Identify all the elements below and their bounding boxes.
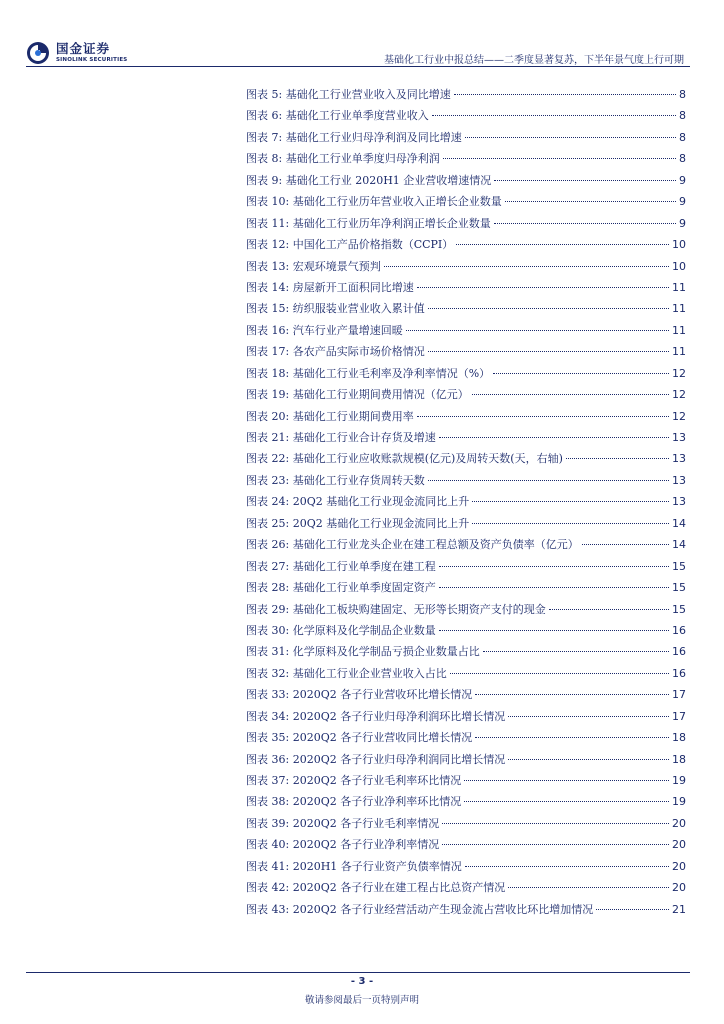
report-title: 基础化工行业中报总结——二季度显著复苏，下半年景气度上行可期 — [384, 55, 684, 66]
toc-entry-page: 20 — [672, 838, 686, 852]
toc-entry[interactable] — [246, 450, 686, 471]
toc-entry-label: 图表 42: 2020Q2 各子行业在建工程占比总资产情况 — [246, 881, 506, 895]
toc-entry-label: 图表 20: 基础化工行业期间费用率 — [246, 409, 414, 423]
toc-entry-page: 9 — [679, 173, 686, 187]
toc-entry[interactable] — [246, 129, 686, 150]
toc-entry-label: 图表 7: 基础化工行业归母净利润及同比增速 — [246, 130, 462, 144]
sinolink-logo-icon — [26, 41, 50, 65]
toc-entry-label: 图表 35: 2020Q2 各子行业营收同比增长情况 — [246, 731, 473, 745]
toc-entry-page: 8 — [679, 109, 686, 123]
toc-entry-label: 图表 34: 2020Q2 各子行业归母净利润环比增长情况 — [246, 709, 506, 723]
toc-entry-page: 9 — [679, 195, 686, 209]
toc-entry-page: 8 — [679, 88, 686, 101]
toc-leader-dots — [549, 609, 669, 610]
toc-entry-page: 10 — [672, 238, 686, 252]
toc-leader-dots — [442, 823, 669, 824]
toc-entry[interactable] — [246, 236, 686, 257]
toc-entry-label: 图表 38: 2020Q2 各子行业净利率环比情况 — [246, 795, 462, 809]
toc-entry[interactable] — [246, 879, 686, 900]
toc-entry-label: 图表 17: 各农产品实际市场价格情况 — [246, 345, 425, 359]
toc-leader-dots — [417, 416, 669, 417]
toc-leader-dots — [483, 651, 669, 652]
toc-entry-page: 21 — [672, 902, 686, 916]
toc-entry-label: 图表 32: 基础化工行业企业营业收入占比 — [246, 666, 447, 680]
toc-entry[interactable] — [246, 836, 686, 857]
toc-entry-label: 图表 37: 2020Q2 各子行业毛利率环比情况 — [246, 774, 462, 787]
toc-entry-page: 18 — [672, 731, 686, 745]
toc-entry[interactable] — [246, 686, 686, 707]
toc-entry[interactable] — [246, 558, 686, 579]
toc-entry-label: 图表 16: 汽车行业产量增速回暖 — [246, 323, 403, 337]
toc-entry-label: 图表 15: 纺织服装业营业收入累计值 — [246, 302, 425, 316]
toc-leader-dots — [443, 158, 676, 159]
toc-leader-dots — [428, 351, 669, 352]
toc-entry-page: 11 — [672, 345, 686, 359]
toc-entry-page: 14 — [672, 538, 686, 552]
toc-entry[interactable] — [246, 536, 686, 557]
toc-entry[interactable] — [246, 472, 686, 493]
toc-entry[interactable] — [246, 193, 686, 214]
toc-leader-dots — [439, 437, 669, 438]
logo-english-name: SINOLINK SECURITIES — [56, 56, 128, 63]
toc-entry[interactable] — [246, 408, 686, 429]
toc-leader-dots — [432, 115, 676, 116]
toc-leader-dots — [566, 458, 669, 459]
logo-chinese-name: 国金证券 — [56, 41, 111, 56]
toc-entry-page: 16 — [672, 645, 686, 659]
toc-leader-dots — [442, 844, 669, 845]
toc-entry-label: 图表 10: 基础化工行业历年营业收入正增长企业数量 — [246, 195, 502, 209]
toc-leader-dots — [439, 630, 669, 631]
toc-entry-page: 13 — [672, 452, 686, 466]
toc-entry[interactable] — [246, 279, 686, 300]
toc-entry-label: 图表 12: 中国化工产品价格指数（CCPI） — [246, 238, 454, 252]
toc-entry[interactable] — [246, 815, 686, 836]
toc-entry-page: 11 — [672, 323, 686, 337]
toc-entry-page: 10 — [672, 259, 686, 273]
header-divider — [26, 66, 690, 67]
toc-entry-page: 14 — [672, 516, 686, 530]
toc-entry-page: 16 — [672, 666, 686, 680]
toc-entry-page: 19 — [672, 774, 686, 787]
toc-entry-label: 图表 23: 基础化工行业存货周转天数 — [246, 473, 425, 487]
toc-entry-label: 图表 33: 2020Q2 各子行业营收环比增长情况 — [246, 688, 473, 702]
toc-entry-label: 图表 39: 2020Q2 各子行业毛利率情况 — [246, 816, 440, 830]
toc-leader-dots — [596, 909, 669, 910]
toc-entry-page: 19 — [672, 795, 686, 809]
toc-entry-label: 图表 41: 2020H1 各子行业资产负债率情况 — [246, 859, 462, 873]
toc-entry-label: 图表 9: 基础化工行业 2020H1 企业营收增速情况 — [246, 173, 492, 187]
chart-index-list — [246, 86, 686, 922]
toc-entry-label: 图表 27: 基础化工行业单季度在建工程 — [246, 559, 436, 573]
toc-entry[interactable] — [246, 258, 686, 279]
toc-entry-page: 12 — [672, 366, 686, 380]
toc-entry-page: 20 — [672, 816, 686, 830]
toc-entry-label: 图表 30: 化学原料及化学制品企业数量 — [246, 623, 436, 637]
toc-leader-dots — [428, 480, 669, 481]
toc-entry-page: 16 — [672, 623, 686, 637]
toc-entry[interactable] — [246, 665, 686, 686]
toc-leader-dots — [406, 330, 669, 331]
toc-entry[interactable] — [246, 150, 686, 171]
toc-entry-page: 11 — [672, 302, 686, 316]
toc-entry-page: 8 — [679, 152, 686, 166]
toc-entry-label: 图表 18: 基础化工行业毛利率及净利率情况（%） — [246, 366, 491, 380]
toc-entry-page: 20 — [672, 859, 686, 873]
toc-entry[interactable] — [246, 622, 686, 643]
toc-entry[interactable] — [246, 601, 686, 622]
toc-leader-dots — [454, 94, 676, 95]
toc-leader-dots — [450, 673, 669, 674]
toc-entry[interactable] — [246, 365, 686, 386]
toc-leader-dots — [456, 244, 669, 245]
toc-entry[interactable] — [246, 515, 686, 536]
toc-entry[interactable] — [246, 643, 686, 664]
toc-entry[interactable] — [246, 343, 686, 364]
footer-divider — [26, 972, 690, 973]
toc-entry-page: 15 — [672, 581, 686, 595]
toc-entry-label: 图表 26: 基础化工行业龙头企业在建工程总额及资产负债率（亿元） — [246, 538, 579, 552]
toc-entry[interactable] — [246, 429, 686, 450]
toc-entry-label: 图表 22: 基础化工行业应收账款规模(亿元)及周转天数(天，右轴) — [246, 452, 563, 466]
toc-entry-label: 图表 43: 2020Q2 各子行业经营活动产生现金流占营收比环比增加情况 — [246, 902, 594, 916]
toc-entry-label: 图表 21: 基础化工行业合计存货及增速 — [246, 431, 436, 444]
toc-entry-page: 13 — [672, 495, 686, 509]
page-header — [0, 0, 724, 70]
toc-entry[interactable] — [246, 493, 686, 514]
toc-entry[interactable] — [246, 86, 686, 107]
toc-leader-dots — [439, 566, 669, 567]
toc-entry[interactable] — [246, 793, 686, 814]
toc-leader-dots — [582, 544, 669, 545]
toc-leader-dots — [508, 887, 669, 888]
toc-entry[interactable] — [246, 858, 686, 879]
toc-leader-dots — [384, 266, 669, 267]
disclaimer-text: 敬请参阅最后一页特别声明 — [304, 995, 419, 1006]
toc-entry[interactable] — [246, 708, 686, 729]
toc-entry-label: 图表 40: 2020Q2 各子行业净利率情况 — [246, 838, 440, 852]
toc-entry-page: 17 — [672, 709, 686, 723]
toc-leader-dots — [508, 759, 669, 760]
page-number: - 3 - — [350, 976, 374, 987]
toc-entry[interactable] — [246, 300, 686, 321]
toc-leader-dots — [475, 694, 669, 695]
toc-leader-dots — [464, 801, 669, 802]
toc-entry-page: 15 — [672, 559, 686, 573]
toc-entry-label: 图表 5: 基础化工行业营业收入及同比增速 — [246, 88, 451, 101]
toc-entry[interactable] — [246, 751, 686, 772]
toc-entry[interactable] — [246, 215, 686, 236]
toc-entry-page: 12 — [672, 409, 686, 423]
toc-entry[interactable] — [246, 386, 686, 407]
toc-leader-dots — [464, 780, 669, 781]
toc-entry[interactable] — [246, 579, 686, 600]
company-logo — [26, 40, 127, 66]
toc-leader-dots — [494, 223, 676, 224]
toc-entry-label: 图表 19: 基础化工行业期间费用情况（亿元） — [246, 388, 469, 402]
toc-leader-dots — [505, 201, 676, 202]
toc-entry[interactable] — [246, 729, 686, 750]
toc-entry[interactable] — [246, 172, 686, 193]
toc-leader-dots — [508, 716, 669, 717]
toc-entry-page: 11 — [672, 280, 686, 294]
toc-entry[interactable] — [246, 322, 686, 343]
toc-entry-page: 18 — [672, 752, 686, 766]
toc-entry-page: 20 — [672, 881, 686, 895]
toc-entry-page: 9 — [679, 216, 686, 230]
toc-leader-dots — [472, 501, 669, 502]
toc-entry-label: 图表 14: 房屋新开工面积同比增速 — [246, 280, 414, 294]
toc-entry-page: 13 — [672, 473, 686, 487]
toc-entry[interactable] — [246, 772, 686, 793]
toc-entry-label: 图表 13: 宏观环境景气预判 — [246, 259, 381, 273]
toc-entry-label: 图表 6: 基础化工行业单季度营业收入 — [246, 109, 429, 123]
toc-entry-label: 图表 28: 基础化工行业单季度固定资产 — [246, 581, 436, 595]
toc-leader-dots — [472, 523, 669, 524]
toc-leader-dots — [428, 308, 669, 309]
toc-entry[interactable] — [246, 107, 686, 128]
toc-leader-dots — [472, 394, 669, 395]
toc-entry-page: 13 — [672, 431, 686, 444]
toc-leader-dots — [494, 180, 676, 181]
toc-leader-dots — [465, 866, 669, 867]
toc-leader-dots — [475, 737, 669, 738]
toc-leader-dots — [465, 137, 676, 138]
toc-entry-label: 图表 8: 基础化工行业单季度归母净利润 — [246, 152, 440, 166]
toc-leader-dots — [417, 287, 669, 288]
toc-entry-page: 8 — [679, 130, 686, 144]
toc-entry-label: 图表 31: 化学原料及化学制品亏损企业数量占比 — [246, 645, 480, 659]
toc-leader-dots — [493, 373, 669, 374]
toc-entry[interactable] — [246, 901, 686, 922]
toc-entry-label: 图表 25: 20Q2 基础化工行业现金流同比上升 — [246, 516, 470, 530]
toc-entry-page: 17 — [672, 688, 686, 702]
toc-entry-label: 图表 36: 2020Q2 各子行业归母净利润同比增长情况 — [246, 752, 506, 766]
toc-entry-label: 图表 24: 20Q2 基础化工行业现金流同比上升 — [246, 495, 470, 509]
toc-entry-page: 15 — [672, 602, 686, 616]
toc-leader-dots — [439, 587, 669, 588]
toc-entry-page: 12 — [672, 388, 686, 402]
toc-entry-label: 图表 11: 基础化工行业历年净利润正增长企业数量 — [246, 216, 491, 230]
toc-entry-label: 图表 29: 基础化工板块购建固定、无形等长期资产支付的现金 — [246, 602, 546, 616]
